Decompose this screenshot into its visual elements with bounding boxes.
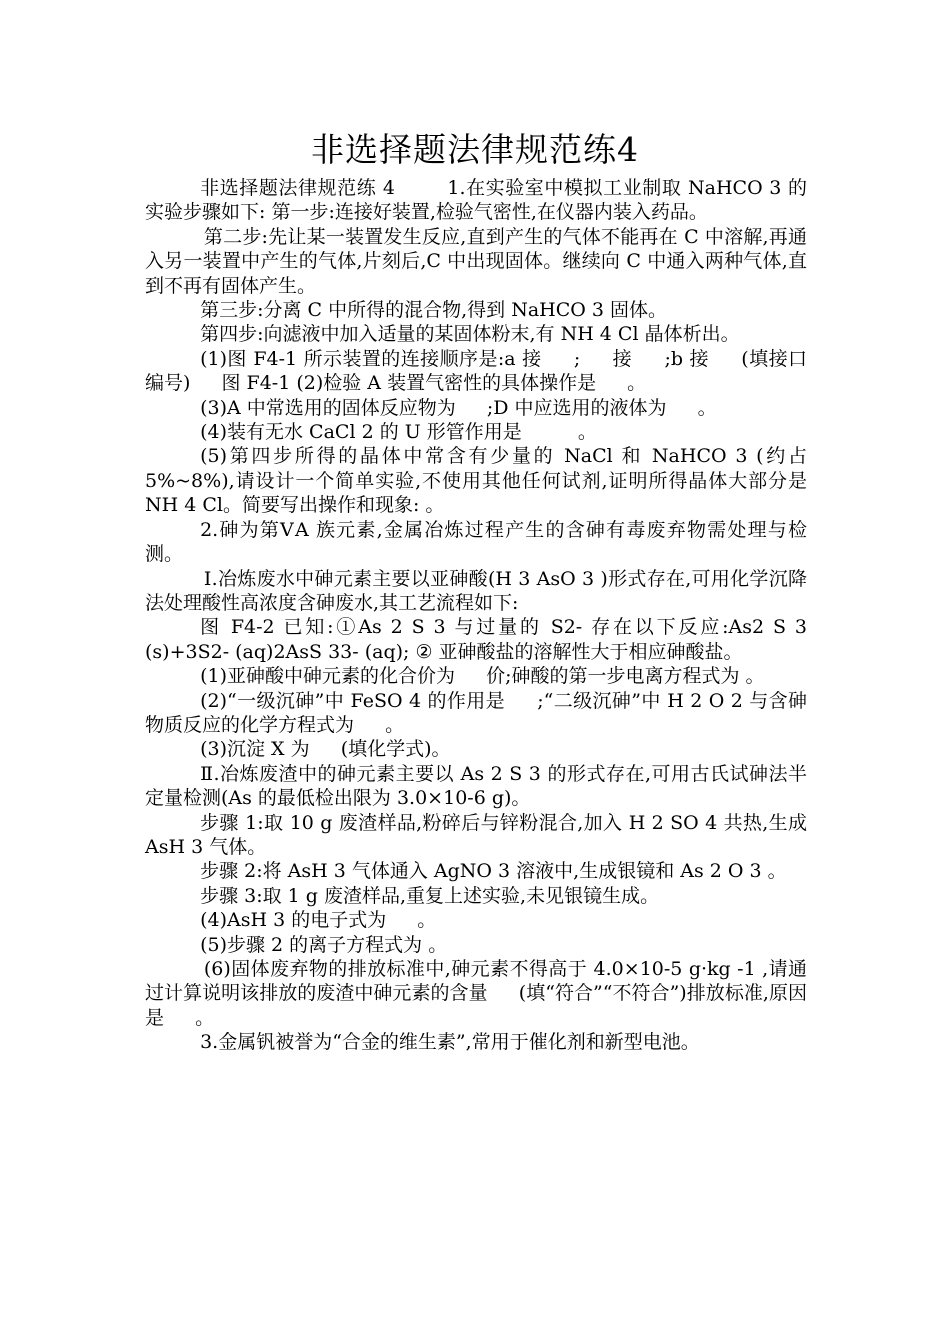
paragraph: (3)沉淀 X 为 (填化学式)。: [200, 738, 451, 761]
paragraph: (1)亚砷酸中砷元素的化合价为 价;砷酸的第一步电离方程式为 。: [200, 665, 765, 688]
paragraph: (6)固体废弃物的排放标准中,砷元素不得高于 4.0×10-5 g·kg -1 ,请通过计算说明该排放的废渣中砷元素的含量 (填“符合”“不符合”)排放标准,原因是 。: [145, 958, 807, 1029]
paragraph: (1)图 F4-1 所示装置的连接顺序是:a 接 ; 接 ;b 接 (填接口编号) 图 F4-1 (2)检验 A 装置气密性的具体操作是 。: [145, 347, 807, 395]
paragraph: 第二步:先让某一装置发生反应,直到产生的气体不能再在 C 中溶解,再通入另一装置中产生的气体,片刻后,C 中出现固体。继续向 C 中通入两种气体,直到不再有固体产生。: [145, 225, 807, 297]
paragraph: 非选择题法律规范练 4 1.在实验室中模拟工业制取 NaHCO 3 的实验步骤如下: 第一步:连接好装置,检验气密性,在仪器内装入药品。: [145, 177, 807, 224]
document-body: [145, 176, 807, 1055]
paragraph: 图 F4-2 已知:①As 2 S 3 与过量的 S2- 存在以下反应:As2 S 3 (s)+3S2- (aq)2AsS 33- (aq); ② 亚砷酸盐的溶解性大于相应砷酸盐。: [145, 616, 807, 663]
paragraph: (4)AsH 3 的电子式为 。: [200, 909, 437, 932]
paragraph: 步骤 1:取 10 g 废渣样品,粉碎后与锌粉混合,加入 H 2 SO 4 共热,生成 AsH 3 气体。: [145, 811, 807, 858]
paragraph: 2.砷为第ⅤA 族元素,金属冶炼过程产生的含砷有毒废弃物需处理与检测。: [145, 518, 807, 566]
document-title: 非选择题法律规范练4: [311, 130, 639, 169]
paragraph: 步骤 2:将 AsH 3 气体通入 AgNO 3 溶液中,生成银镜和 As 2 O 3 。: [200, 860, 787, 883]
paragraph: (5)第四步所得的晶体中常含有少量的 NaCl 和 NaHCO 3 (约占 5%~8%),请设计一个简单实验,不使用其他任何试剂,证明所得晶体大部分是 NH 4 Cl。简要写出操作和现象: 。: [145, 445, 807, 517]
paragraph: 第三步:分离 C 中所得的混合物,得到 NaHCO 3 固体。: [200, 299, 667, 322]
paragraph: (3)A 中常选用的固体反应物为 ;D 中应选用的液体为 。: [200, 396, 717, 419]
paragraph: 步骤 3:取 1 g 废渣样品,重复上述实验,未见银镜生成。: [200, 884, 660, 907]
paragraph: (4)装有无水 CaCl 2 的 U 形管作用是 。: [200, 421, 597, 444]
paragraph: 3.金属钒被誉为“合金的维生素”,常用于催化剂和新型电池。: [200, 1031, 700, 1054]
paragraph: (5)步骤 2 的离子方程式为 。: [200, 933, 448, 956]
paragraph: Ⅱ.冶炼废渣中的砷元素主要以 As 2 S 3 的形式存在,可用古氏试砷法半定量检测(As 的最低检出限为 3.0×10-6 g)。: [145, 762, 807, 810]
paragraph: Ⅰ.冶炼废水中砷元素主要以亚砷酸(H 3 AsO 3 )形式存在,可用化学沉降法处理酸性高浓度含砷废水,其工艺流程如下:: [145, 567, 807, 614]
paragraph: 第四步:向滤液中加入适量的某固体粉末,有 NH 4 Cl 晶体析出。: [200, 323, 740, 346]
paragraph: (2)“一级沉砷”中 FeSO 4 的作用是 ;“二级沉砷”中 H 2 O 2 与含砷物质反应的化学方程式为 。: [145, 689, 807, 736]
